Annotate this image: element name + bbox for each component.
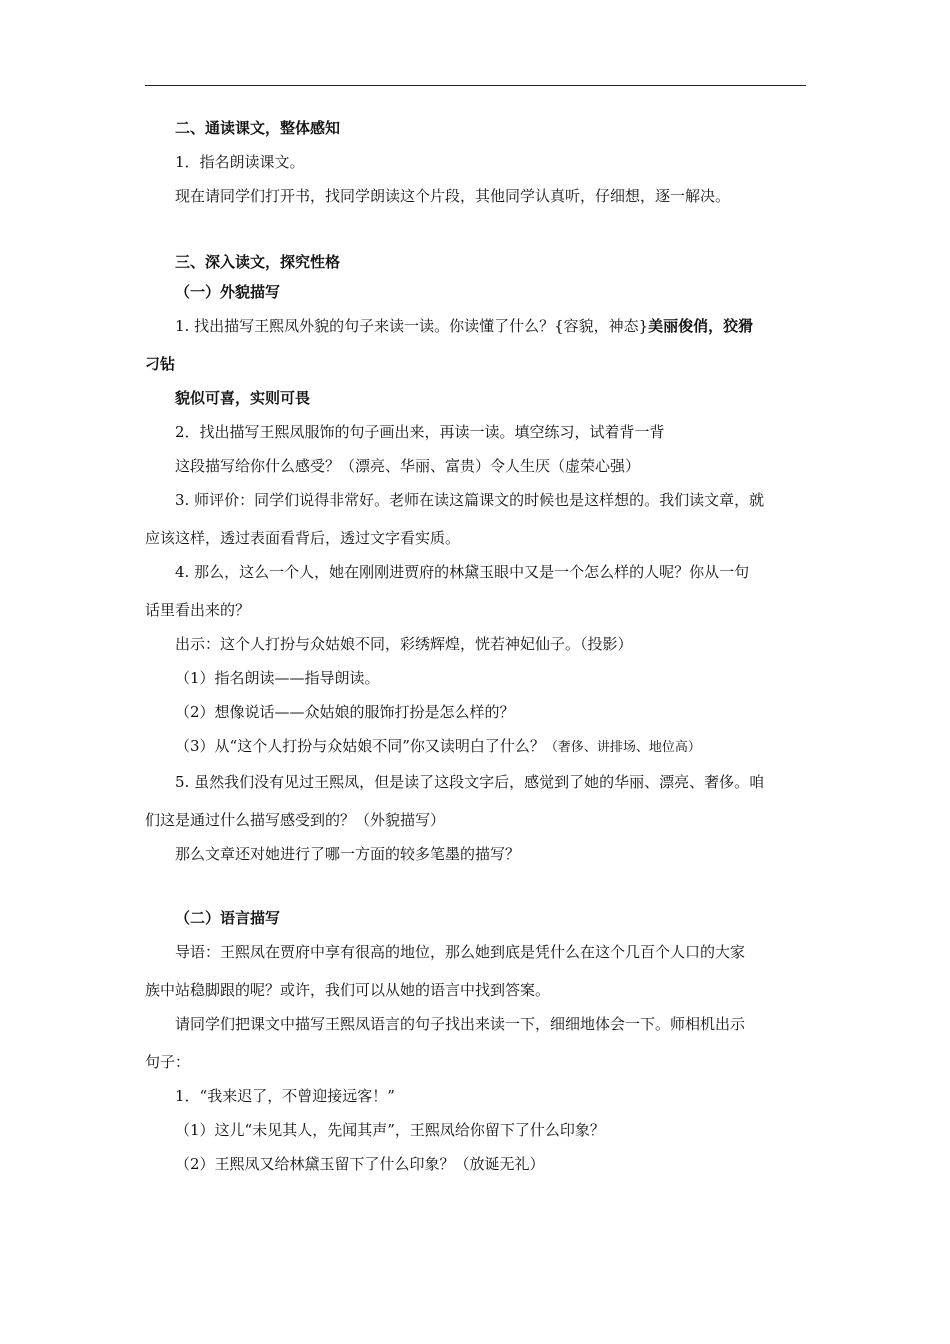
sub-item-3-note: （奢侈、讲排场、地位高）: [544, 740, 701, 755]
appearance-heading: （一）外貌描写: [175, 283, 281, 301]
document-body: [145, 118, 806, 1174]
intro-line1: 导语：王熙凤在贾府中享有很高的地位，那么她到底是凭什么在这个几百个人口的大家: [175, 943, 746, 961]
q3-line1: 3. 师评价：同学们说得非常好。老师在读这篇课文的时候也是这样想的。我们读文章，就: [175, 491, 765, 509]
language-heading: （二）语言描写: [175, 909, 281, 927]
q4-line2: 话里看出来的？: [145, 601, 251, 619]
quote1-q1: （1）这儿“未见其人，先闻其声”，王熙凤给你留下了什么印象？: [175, 1121, 605, 1139]
section2-paragraph: 现在请同学们打开书，找同学朗读这个片段，其他同学认真听，仔细想，逐一解决。: [175, 187, 731, 205]
q1-answer-a: 美丽俊俏，狡猾: [648, 317, 754, 335]
quote1: 1．“我来迟了，不曾迎接远客！”: [175, 1087, 395, 1105]
section2-heading: 二、通读课文，整体感知: [175, 119, 341, 137]
q1-answer-b: 刁钻: [145, 355, 176, 373]
q1-answer-c: 貌似可喜，实则可畏: [175, 389, 311, 407]
quote1-q2: （2）王熙凤又给林黛玉留下了什么印象？（放诞无礼）: [175, 1155, 545, 1173]
q1-text: 1. 找出描写王熙凤外貌的句子来读一读。你读懂了什么？{容貌，神态}: [175, 317, 649, 335]
q2-line1: 2．找出描写王熙凤服饰的句子画出来，再读一读。填空练习，试着背一背: [175, 423, 665, 441]
section3-heading: 三、深入读文，探究性格: [175, 253, 341, 271]
sub-item-3: [145, 736, 806, 758]
q5-line2: 们这是通过什么描写感受到的？（外貌描写）: [145, 811, 446, 829]
q4-line1: 4. 那么，这么一个人，她在刚刚进贾府的林黛玉眼中又是一个怎么样的人呢？你从一句: [175, 563, 750, 581]
intro-line2: 族中站稳脚跟的呢？或许，我们可以从她的语言中找到答案。: [145, 981, 551, 999]
ask-line1: 请同学们把课文中描写王熙凤语言的句子找出来读一下，细细地体会一下。师相机出示: [175, 1015, 746, 1033]
sub-item-1: （1）指名朗读——指导朗读。: [175, 669, 380, 687]
q5-line1: 5. 虽然我们没有见过王熙凤，但是读了这段文字后，感觉到了她的华丽、漂亮、奢侈。咱: [175, 773, 765, 791]
show-line: 出示：这个人打扮与众姑娘不同，彩绣辉煌，恍若神妃仙子。（投影）: [175, 635, 633, 653]
header-rule: [145, 85, 806, 86]
q3-line2: 应该这样，透过表面看背后，透过文字看实质。: [145, 529, 461, 547]
ask-line2: 句子：: [145, 1053, 191, 1071]
sub-item-3-text: （3）从“这个人打扮与众姑娘不同”你又读明白了什么？: [175, 737, 545, 755]
q2-line2: 这段描写给你什么感受？（漂亮、华丽、富贵）令人生厌（虚荣心强）: [175, 457, 641, 475]
sub-item-2: （2）想像说话——众姑娘的服饰打扮是怎么样的？: [175, 703, 515, 721]
section2-item1: 1．指名朗读课文。: [175, 153, 305, 171]
q1-line1: [145, 316, 806, 336]
transition-line: 那么文章还对她进行了哪一方面的较多笔墨的描写？: [175, 845, 521, 863]
